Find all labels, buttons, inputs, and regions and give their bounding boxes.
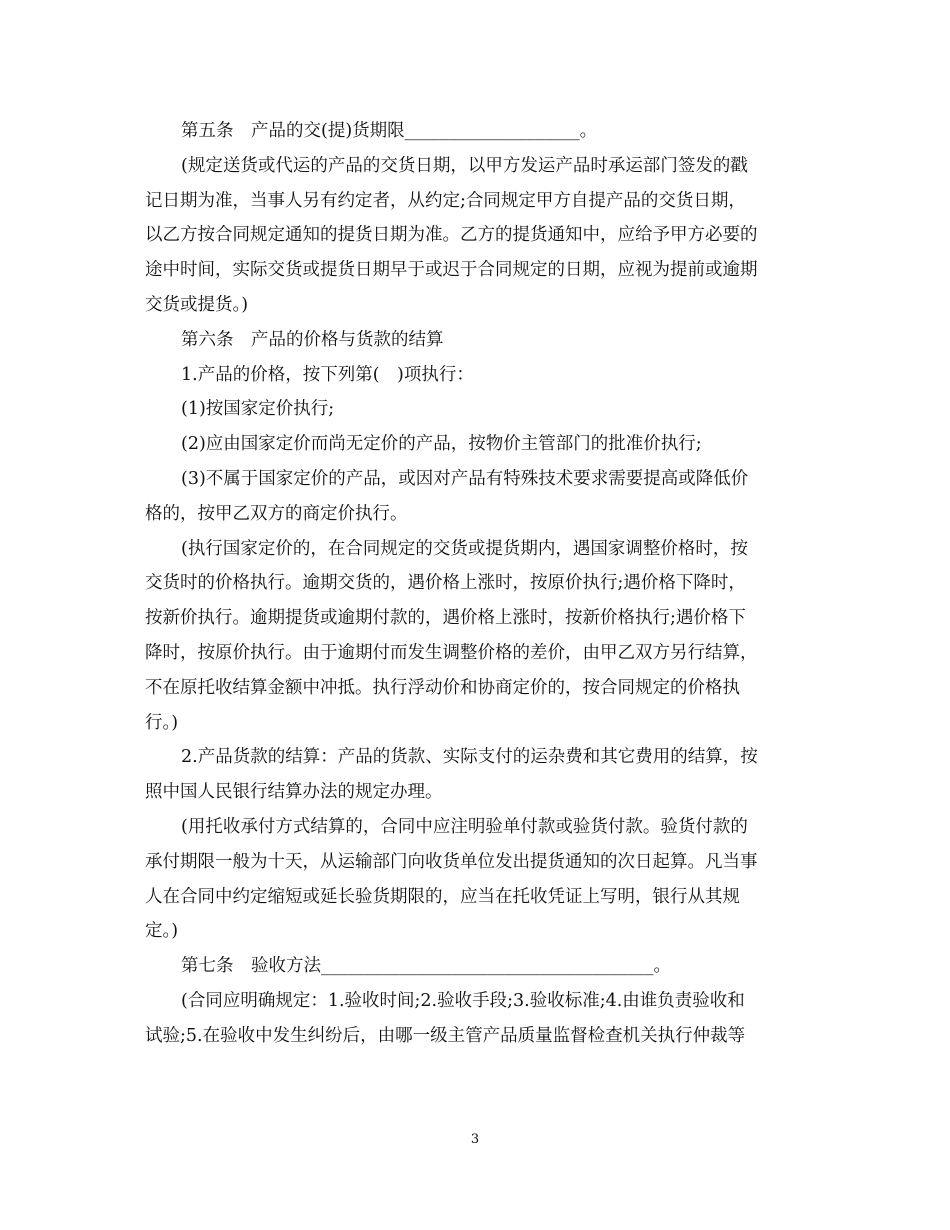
document-line: 承付期限一般为十天，从运输部门向收货单位发出提货通知的次日起算。凡当事 [145,851,758,872]
document-line: (3)不属于国家定价的产品，或因对产品有特殊技术要求需要提高或降低价 [181,468,749,489]
document-line: 按新价执行。逾期提货或逾期付款的，遇价格上涨时，按新价格执行;遇价格下 [145,608,746,629]
document-line: 降时，按原价执行。由于逾期付而发生调整价格的差价，由甲乙双方另行结算， [145,642,758,663]
document-line: (2)应由国家定价而尚无定价的产品，按物价主管部门的批准价执行; [181,434,702,455]
document-line: 人在合同中约定缩短或延长验货期限的，应当在托收凭证上写明，银行从其规 [145,886,740,907]
document-line: 试验;5.在验收中发生纠纷后，由哪一级主管产品质量监督检查机关执行仲裁等 [145,1025,746,1046]
document-line: 途中时间，实际交货或提货日期早于或迟于合同规定的日期，应视为提前或逾期 [145,260,758,281]
page-number: 3 [470,1132,480,1147]
document-line: (1)按国家定价执行; [181,399,335,420]
document-line: 第六条 产品的价格与货款的结算 [181,329,444,350]
document-line: (合同应明确规定：1.验收时间;2.验收手段;3.验收标准;4.由谁负责验收和 [181,990,745,1011]
document-line: 不在原托收结算金额中冲抵。执行浮动价和协商定价的，按合同规定的价格执 [145,677,740,698]
document-line: (执行国家定价的，在合同规定的交货或提货期内，遇国家调整价格时，按 [181,538,748,559]
document-line: 1.产品的价格，按下列第( )项执行： [181,364,474,385]
document-line: 交货时的价格执行。逾期交货的，遇价格上涨时，按原价执行;遇价格下降时， [145,573,746,594]
document-line: (规定送货或代运的产品的交货日期，以甲方发运产品时承运部门签发的戳 [181,155,748,176]
document-line: 照中国人民银行结算办法的规定办理。 [145,782,443,803]
document-line: 记日期为准，当事人另有约定者，从约定;合同规定甲方自提产品的交货日期， [145,190,746,211]
document-line: 格的，按甲乙双方的商定价执行。 [145,503,408,524]
document-line: (用托收承付方式结算的，合同中应注明验单付款或验货付款。验货付款的 [181,816,748,837]
document-line: 交货或提货。) [145,294,249,315]
document-line: 行。) [145,712,179,733]
document-line: 以乙方按合同规定通知的提货日期为准。乙方的提货通知中，应给予甲方必要的 [145,225,758,246]
document-body [145,114,805,1054]
document-line: 2.产品货款的结算：产品的货款、实际支付的运杂费和其它费用的结算，按 [181,747,758,768]
document-line: 第七条 验收方法______________________________________。 [181,956,671,977]
document-line: 定。) [145,921,179,942]
document-line: 第五条 产品的交(提)货期限____________________。 [181,121,598,141]
